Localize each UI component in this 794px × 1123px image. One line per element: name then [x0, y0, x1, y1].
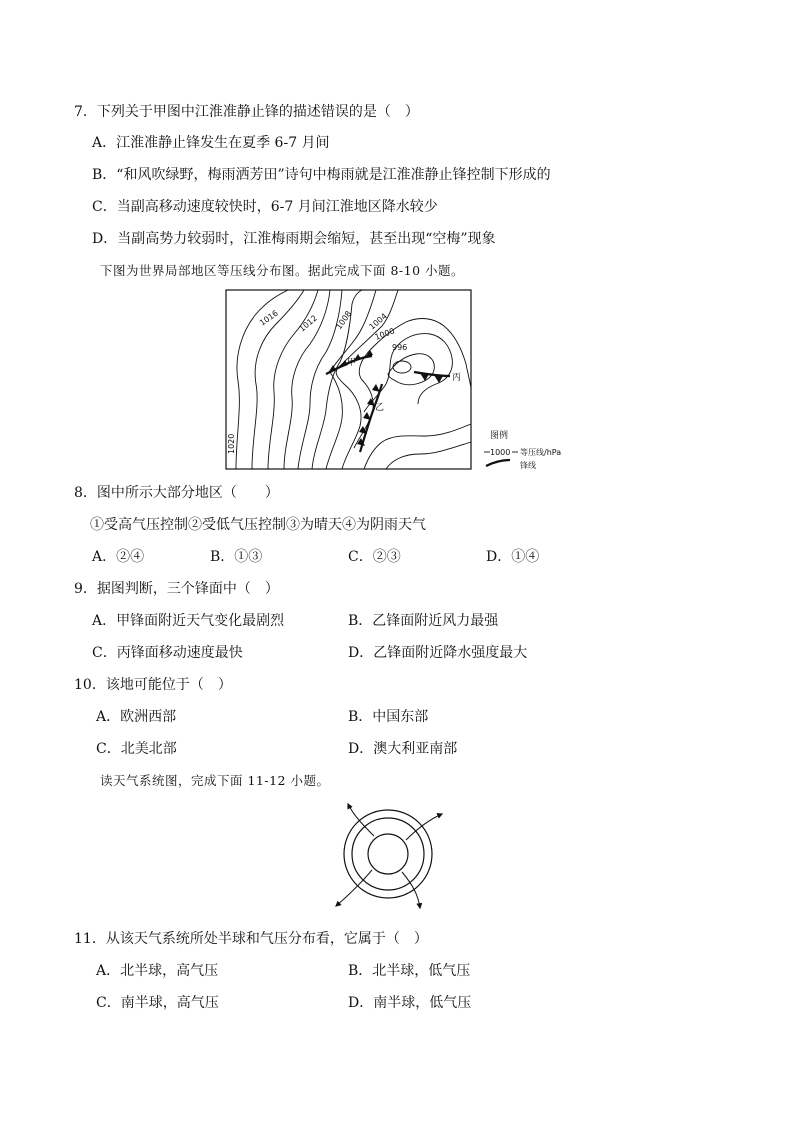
question-9-stem: 9．据图判断，三个锋面中（ ）: [74, 581, 279, 597]
inner-isobar-circle: [368, 834, 408, 874]
wind-arrow-bottom-left: [336, 870, 372, 906]
legend-front-label: 锋线: [520, 461, 536, 470]
isobar-label-1008: 1008: [334, 309, 354, 332]
question-11-option-b: B．北半球，低气压: [348, 963, 471, 979]
isobar-label-1012: 1012: [297, 313, 319, 334]
legend-title: 图例: [490, 431, 509, 441]
question-7-stem: 7．下列关于甲图中江淮准静止锋的描述错误的是（ ）: [74, 104, 419, 120]
question-11-option-c: C．南半球，高气压: [96, 995, 219, 1011]
question-7-option-d: D．当副高势力较弱时，江淮梅雨期会缩短，甚至出现“空梅”现象: [92, 231, 496, 247]
question-10-option-a: A．欧洲西部: [96, 709, 177, 725]
question-9-option-c: C．丙锋面移动速度最快: [92, 645, 243, 661]
question-9-option-b: B．乙锋面附近风力最强: [348, 613, 499, 629]
question-8-option-a: A．②④: [92, 549, 145, 565]
legend-front-symbol: [486, 460, 510, 466]
question-11-option-d: D．南半球，低气压: [348, 995, 472, 1011]
question-9-option-d: D．乙锋面附近降水强度最大: [348, 645, 528, 661]
isobar-label-996: 996: [392, 343, 408, 352]
isobar-1008: [312, 290, 362, 469]
question-10-option-c: C．北美北部: [96, 741, 177, 757]
middle-isobar-circle: [352, 818, 424, 890]
intro-8-10: 下图为世界局部地区等压线分布图。据此完成下面 8-10 小题。: [100, 263, 465, 278]
front-label-jia: 甲: [347, 358, 357, 368]
legend-isobar-value: 1000: [490, 448, 511, 457]
legend-isobar-label: 等压线/hPa: [520, 448, 562, 457]
question-10-option-b: B．中国东部: [348, 709, 429, 725]
question-7-option-a: A．江淮准静止锋发生在夏季 6-7 月间: [92, 135, 330, 151]
weather-system-diagram: [330, 796, 450, 916]
question-10-stem: 10．该地可能位于（ ）: [74, 677, 232, 693]
isobar-map: [222, 286, 582, 476]
wind-arrow-bottom-right: [402, 872, 420, 908]
isobar-label-1000: 1000: [373, 326, 396, 342]
question-11-stem: 11．从该天气系统所处半球和气压分布看，它属于（ ）: [74, 931, 428, 947]
question-9-option-a: A．甲锋面附近天气变化最剧烈: [92, 613, 285, 629]
question-8-option-b: B．①③: [210, 549, 263, 565]
question-10-option-d: D．澳大利亚南部: [348, 741, 458, 757]
question-8-option-c: C．②③: [348, 549, 401, 565]
isobar-1012: [284, 290, 330, 469]
question-7-option-c: C．当副高移动速度较快时，6-7 月间江淮地区降水较少: [92, 199, 438, 215]
front-label-yi: 乙: [375, 403, 385, 413]
isobar-label-1016: 1016: [257, 308, 280, 328]
isobar-1004: [354, 319, 471, 448]
question-7-option-b: B．“和风吹绿野，梅雨洒芳田”诗句中梅雨就是江淮准静止锋控制下形成的: [92, 167, 551, 183]
isobar-label-1020: 1020: [227, 433, 236, 454]
question-8-option-d: D．①④: [486, 549, 540, 565]
outer-isobar-circle: [344, 810, 432, 898]
isobar-996: [393, 361, 411, 373]
front-label-bing: 丙: [452, 373, 462, 383]
question-11-option-a: A．北半球，高气压: [96, 963, 219, 979]
isobar-label-1004: 1004: [367, 311, 389, 332]
question-8-stem: 8．图中所示大部分地区（ ）: [74, 485, 279, 501]
intro-11-12: 读天气系统图，完成下面 11-12 小题。: [100, 773, 330, 788]
question-8-statements: ①受高气压控制②受低气压控制③为晴天④为阴雨天气: [90, 517, 426, 533]
front-bing: [414, 372, 450, 376]
